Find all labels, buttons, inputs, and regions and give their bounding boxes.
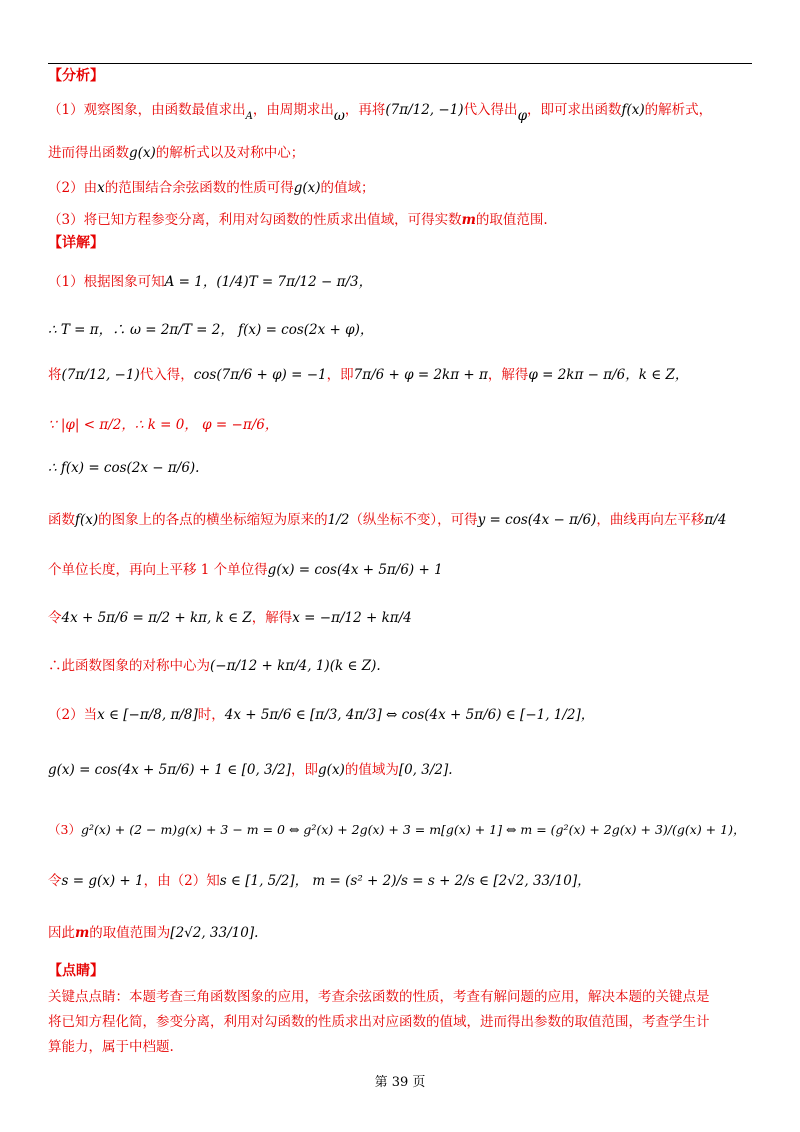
- math-expression: g²(x) + (2 − m)g(x) + 3 − m = 0 ⇔ g²(x) + 2g(x) + 3 = m[g(x) + 1] ⇔ m = (g²(x) + 2g(x) + 3)/(g(x) + 1)，: [80, 822, 746, 837]
- text: ，由周期求出: [252, 102, 334, 118]
- text: 令: [48, 873, 62, 889]
- detail-line-8: [48, 610, 753, 627]
- math-expression: ∵ |φ| < π/2，∴ k = 0， φ = −π/6，: [48, 417, 279, 433]
- math-expression: s = g(x) + 1: [61, 873, 144, 889]
- symbol-A: A: [245, 111, 253, 122]
- text: ，即: [291, 762, 319, 778]
- function-g: g(x): [318, 762, 345, 778]
- detail-line-14: [48, 925, 753, 942]
- analysis-line-2: [48, 145, 753, 162]
- text: 将: [48, 367, 62, 383]
- function-g: g(x): [293, 180, 321, 196]
- text: （1）根据图象可知: [48, 274, 165, 290]
- analysis-line-1: [48, 102, 753, 125]
- math-expression: y = cos(4x − π/6): [477, 512, 597, 528]
- function-f: f(x): [621, 102, 645, 118]
- symbol-m: m: [461, 212, 476, 228]
- math-expression: 4x + 5π/6 ∈ [π/3, 4π/3] ⇔ cos(4x + 5π/6) ∈ [−1, 1/2]，: [224, 707, 595, 723]
- text: ，解得: [251, 610, 293, 626]
- symbol-m: m: [75, 925, 90, 941]
- text: 的解析式，: [644, 102, 713, 118]
- detail-line-5: [48, 460, 753, 477]
- text: ，再将: [344, 102, 386, 118]
- text: 的取值范围.: [475, 212, 548, 228]
- text: 进而得出函数: [48, 145, 129, 161]
- detail-line-2: [48, 322, 753, 339]
- text: 代入得出: [463, 102, 518, 118]
- math-expression: cos(7π/6 + φ) = −1: [193, 367, 327, 383]
- detail-line-3: [48, 367, 753, 384]
- text: 的范围结合余弦函数的性质可得: [104, 180, 294, 196]
- math-expression: ∴ f(x) = cos(2x − π/6).: [48, 460, 200, 476]
- symbol-phi: φ: [517, 108, 528, 124]
- detail-line-11: [48, 762, 753, 779]
- detail-line-10: [48, 707, 753, 724]
- text: 的图象上的各点的横坐标缩短为原来的: [98, 512, 328, 528]
- header-rule: [48, 63, 752, 64]
- math-expression: ∴ T = π，∴ ω = 2π/T = 2， f(x) = cos(2x + φ)，: [48, 322, 374, 338]
- text: 的值域为: [344, 762, 399, 778]
- text: 的取值范围为: [89, 925, 171, 941]
- math-expression: 7π/6 + φ = 2kπ + π: [353, 367, 488, 383]
- text: 令: [48, 610, 62, 626]
- comment-line-3: 算能力，属于中档题.: [48, 1039, 174, 1055]
- text: （纵坐标不变），可得: [349, 512, 478, 528]
- math-expression: φ = 2kπ − π/6，k ∈ Z，: [528, 367, 689, 383]
- function-g: g(x): [129, 145, 156, 161]
- text: （1）观察图象，由函数最值求出: [48, 102, 246, 118]
- math-expression: 1/2: [327, 512, 350, 528]
- math-expression: π/4: [704, 512, 727, 528]
- text: ，即: [326, 367, 354, 383]
- math-expression: (−π/12 + kπ/4, 1)(k ∈ Z).: [210, 658, 381, 674]
- text: 的解析式以及对称中心；: [155, 145, 305, 161]
- symbol-x: x: [97, 180, 105, 196]
- text: （3）: [48, 822, 81, 837]
- text: 的值域；: [320, 180, 375, 196]
- detail-line-13: [48, 873, 753, 890]
- math-expression: [0, 3/2].: [398, 762, 453, 778]
- text: 因此: [48, 925, 75, 941]
- detail-line-4: [48, 417, 753, 434]
- function-f: f(x): [75, 512, 99, 528]
- text: 代入得，: [139, 367, 194, 383]
- math-expression: x ∈ [−π/8, π/8]: [97, 707, 198, 723]
- math-expression: (7π/12, −1): [61, 367, 140, 383]
- analysis-line-4: [48, 212, 753, 229]
- math-expression: x = −π/12 + kπ/4: [292, 610, 412, 626]
- math-expression: g(x) = cos(4x + 5π/6) + 1: [267, 562, 443, 578]
- page-number: 第 39 页: [374, 1075, 426, 1090]
- detail-line-12: [48, 822, 753, 838]
- detail-line-6: [48, 512, 753, 529]
- text: （3）将已知方程参变分离，利用对勾函数的性质求出值域，可得实数: [48, 212, 462, 228]
- text: 函数: [48, 512, 75, 528]
- text: 时，: [197, 707, 225, 723]
- comment-line-1: 关键点点睛：本题考查三角函数图象的应用，考查余弦函数的性质，考查有解问题的应用，解决本题的关键点是: [48, 989, 710, 1005]
- analysis-line-3: [48, 180, 753, 197]
- comment-line-2: 将已知方程化简，参变分离，利用对勾函数的性质求出对应函数的值域，进而得出参数的取值范围，考查学生计: [48, 1014, 710, 1030]
- detail-line-9: [48, 658, 753, 675]
- text: ，解得: [487, 367, 529, 383]
- text: （2）当: [48, 707, 98, 723]
- math-expression: s ∈ [1, 5/2]， m = (s² + 2)/s = s + 2/s ∈ [2√2, 33/10]，: [219, 873, 591, 889]
- text: ，由（2）知: [143, 873, 220, 889]
- math-expression: g(x) = cos(4x + 5π/6) + 1 ∈ [0, 3/2]: [48, 762, 292, 778]
- math-expression: 4x + 5π/6 = π/2 + kπ, k ∈ Z: [61, 610, 252, 626]
- comment-heading: 【点睛】: [48, 963, 104, 979]
- point-expression: (7π/12, −1): [385, 102, 464, 118]
- math-expression: [2√2, 33/10].: [170, 925, 259, 941]
- text: ∴此函数图象的对称中心为: [48, 658, 210, 674]
- analysis-heading: 【分析】: [48, 68, 104, 84]
- text: ，曲线再向左平移: [596, 512, 705, 528]
- symbol-omega: ω: [333, 108, 345, 124]
- math-expression: A = 1，(1/4)T = 7π/12 − π/3，: [164, 274, 373, 290]
- detail-line-1: [48, 274, 753, 291]
- text: ，即可求出函数: [527, 102, 622, 118]
- text: 个单位长度，再向上平移 1 个单位得: [48, 562, 268, 578]
- detail-line-7: [48, 562, 753, 579]
- text: （2）由: [48, 180, 98, 196]
- detail-heading: 【详解】: [48, 235, 104, 251]
